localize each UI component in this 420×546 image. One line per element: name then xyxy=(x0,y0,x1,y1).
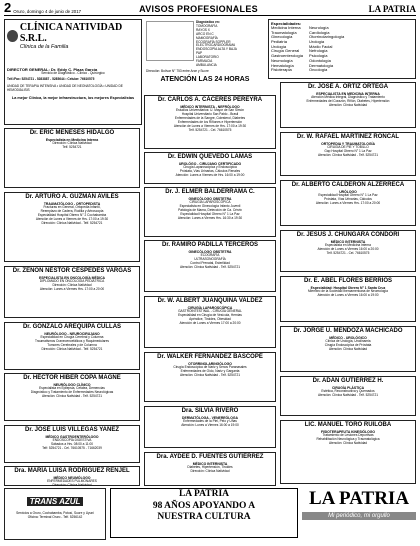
doctor-info-line: Cirugía Endoscópica de Nariz y Senos Paranasales xyxy=(173,365,247,370)
doctor-info-line: Especialidad Hospital Obrero N° 1 La Paz xyxy=(318,193,378,198)
doctor-name: Dr. HÉCTOR HIBER COPA MAGNE xyxy=(23,375,121,381)
doctor-info-line: Sábados a Hrs. 08:00 a 11:00 xyxy=(50,442,94,447)
doctor-ad xyxy=(144,95,276,149)
doctor-ad xyxy=(4,192,140,262)
doctor-info-line: Especialista en Epilepsia, Cefalea, Demencias xyxy=(39,386,105,391)
doctor-info-line: Enfermedades de los Riñones e Hipertensión xyxy=(177,119,243,124)
doctor-info-line: Atención: Clínica Natividad - Telf. 5254721 xyxy=(41,394,102,399)
patria-ad-l2: 98 AÑOS APOYANDO A xyxy=(152,500,256,511)
diag-item: ARCO EN C xyxy=(196,31,214,36)
doctor-info-line: Estudios Universitarios: U. Mayor de San Simón xyxy=(175,108,245,113)
diag-item: TOMOGRAFÍA xyxy=(196,23,218,28)
doctor-specialty: TRAUMATÓLOGO - ORTOPEDISTA xyxy=(43,202,101,206)
doctor-ad xyxy=(144,352,276,402)
especialidad-item: Cardiología xyxy=(309,29,330,35)
especialidades-title: Especialidades: xyxy=(271,21,302,26)
doctor-specialty: FISIOTERAPEUTA KINESIÓLOGO xyxy=(320,430,376,434)
especialidad-item: Neurología xyxy=(309,24,329,30)
doctor-info-line: Enfermedades de Oído, Nariz y Garganta xyxy=(180,369,240,374)
doctor-info-line: Telf. 5254721 - Cel. 76610575 xyxy=(326,251,370,256)
doctor-name: Dr. W. RAFAEL MARTÍNEZ RONCAL xyxy=(296,134,400,140)
doctor-specialty: ESPECIALISTA EN MEDICINA INTERNA xyxy=(316,92,380,96)
doctor-info-line: Atención: Clínica Natividad - Telf. 5254721 xyxy=(317,153,378,158)
doctor-info-line: Diabetes, Hipertensión, Tiroides xyxy=(187,465,233,470)
doctor-ad xyxy=(4,128,140,188)
diag-item: FARMACIA xyxy=(196,59,213,64)
page-date: Oruro, domingo 4 de junio de 2017 xyxy=(13,9,82,14)
doctor-info-line: Atención: Clínica Natividad - Telf. 5254721 xyxy=(179,264,240,269)
doctor-specialty: MÉDICO - UROLÓGICO xyxy=(329,336,367,340)
doctor-ad xyxy=(280,230,416,272)
doctor-specialty: GINECÓLOGO OBSTETRA xyxy=(188,197,232,201)
doctor-info-line: Diagnóstico y Tratamiento de Enfermedades Neurológicas xyxy=(30,390,114,395)
diag-item: PAP xyxy=(196,51,203,56)
centro-diagnostico xyxy=(144,19,266,91)
clinica-natividad-ad xyxy=(4,19,142,125)
diag-item: LABORATORIO xyxy=(196,55,219,60)
doctor-specialty: MÉDICO INTERNISTA xyxy=(330,240,366,244)
doctor-info-line: Dirección: Clínica Natividad - Telf. 5254721 xyxy=(41,346,103,351)
doctor-name: Dra. AYDEE D. FUENTES GUTIÉRREZ xyxy=(156,454,264,460)
la-patria-98-ad xyxy=(110,488,298,538)
doctor-info-line: CIRUGÍA DE PIE Y TOBILLO xyxy=(327,145,369,150)
doctor-info-line: Atención: Clínica Natividad xyxy=(328,441,368,446)
doctor-name: Dr. JOSÉ LUIS VILLEGAS YAÑEZ xyxy=(24,427,120,433)
clinic-units: UNIDAD DE TERAPIA INTENSIVA • UNIDAD DE NEONATOLOGÍA • UNIDAD DE HEMODIÁLISIS xyxy=(7,83,123,92)
doctor-ad xyxy=(144,240,276,292)
patria-ad-l1: LA PATRIA xyxy=(178,489,230,499)
section-title: AVISOS PROFESIONALES xyxy=(139,4,258,14)
diag-title: Diagnóstico en: xyxy=(196,20,220,24)
especialidades-left xyxy=(271,26,303,73)
doctor-info-line: Especialidad Hospital Obrero N° 2 Cochabamba xyxy=(37,213,107,218)
especialidad-item: Urología xyxy=(271,43,287,49)
doctor-name: Dr. ARTURO A. GUZMÁN AVILÉS xyxy=(25,194,119,200)
attention-24h: ATENCIÓN LAS 24 HORAS xyxy=(160,75,250,83)
doctor-info-line: Estética, Reconstructiva y Quemados xyxy=(321,389,375,394)
doctor-name: Dr. ALBERTO CALDERÓN ALZÉRRECA xyxy=(291,182,405,188)
doctor-ad xyxy=(144,452,276,486)
especialidad-item: Hematología xyxy=(271,62,294,68)
doctor-info-line: Atención: Clínica Natividad - Telf. 5254721 xyxy=(317,393,378,398)
diag-item: ENDOSCOPÍA ALTA Y BAJA xyxy=(196,47,237,52)
doctor-info-line: Atención: Clínica Natividad xyxy=(328,347,368,352)
doctor-specialty: GINECÓLOGO OBSTETRA xyxy=(188,250,232,254)
doctor-ad xyxy=(144,152,276,184)
doctor-info-line: Atención: Lunes a Viernes Hrs. 17:00 a 20:00 xyxy=(39,287,105,292)
doctor-info-line: Atención: Clínica Natividad xyxy=(328,103,368,108)
doctor-info-line: Rehabilitación Neurológica y Traumatológica xyxy=(316,437,380,442)
doctor-info-line: Especialidad en Cirugía de Vesícula, Hernias xyxy=(178,313,242,318)
building-photo xyxy=(146,21,194,61)
doctor-info-line: Apéndice, Tiroides, Obesidad xyxy=(189,317,231,322)
doctor-info-line: Enfermedades del Corazón, Riñón, Diabetes, Hipertensión xyxy=(306,99,390,104)
doctor-info-line: Dirección: Clínica Natividad xyxy=(52,283,92,288)
especialidad-item: Oncología xyxy=(309,67,328,73)
especialidad-item: Urología xyxy=(309,39,325,45)
logo-slogan: Mi periódico, mi orgullo xyxy=(302,512,416,520)
especialidad-item: Neumología xyxy=(271,57,293,63)
doctor-info-line: Atención de Lunes a Viernes 16:00 a 20:00 xyxy=(317,247,379,252)
especialidad-item: Odontología xyxy=(309,57,331,63)
doctor-specialty: MÉDICO GASTROENTERÓLOGO xyxy=(45,435,99,439)
doctor-name: Dr. WALKER FERNÁNDEZ BASCOPÉ xyxy=(157,354,263,360)
doctor-info-line: ENDOSCOPÍA DIGESTIVA xyxy=(52,438,92,443)
logo-name: LA PATRIA xyxy=(308,488,410,509)
doctor-name: Dr. GONZALO AREQUIPA CULLAS xyxy=(22,324,122,330)
trans-line-1: Servicios a Oruro, Cochabamba, Potosí, Sucre y Uyuni xyxy=(16,511,94,515)
doctor-name: Dr. ADÁN GUTIÉRREZ H. xyxy=(312,378,384,384)
doctor-ad xyxy=(280,276,416,322)
trans-azul-ad xyxy=(4,488,106,540)
doctor-specialty: MÉDICO INTERNISTA xyxy=(192,462,228,466)
doctor-specialty: NEURÓLOGO - NEUROCIRUJANO xyxy=(44,332,100,336)
doctor-info-line: Traumatismos Craneoencefálicos y Raquimedulares xyxy=(35,339,109,344)
doctor-ad xyxy=(280,420,416,484)
doctor-info-line: Patología de Mama, Detección de Ca. Cérvix xyxy=(178,208,242,213)
doctor-info-line: Atención de Lunes a Viernes de Hrs. 17:00 a 19:30 xyxy=(173,123,247,128)
doctor-info-line: Reemplazo de Cadera, Rodilla y Artroscopia xyxy=(40,209,104,214)
doctor-info-line: Atención: Lunes a Viernes 16:00 a 19:00 xyxy=(181,423,239,428)
doctor-info-line: Fracturas en General, Ortopedia Infantil, xyxy=(43,205,101,210)
doctor-info-line: ULTRASONOGRAFÍA xyxy=(194,257,226,262)
doctor-info-line: Atención de Lunes a Viernes de Hrs. 17:00 a 19:30 xyxy=(35,216,109,221)
doctor-ad xyxy=(280,132,416,176)
doctor-specialty: OTORRINOLARINGÓLOGO xyxy=(188,362,232,366)
clinic-phones: Telf./Fax: 5254721 - 5283887 - 5285644 • Celular: 76610575 xyxy=(7,76,95,81)
doctor-ad xyxy=(4,266,140,318)
doctor-name: Dr. JESÚS J. CHUNGARA CONDORI xyxy=(296,232,400,238)
especialidad-item: Fisioterapia xyxy=(271,67,292,73)
doctor-ad xyxy=(280,326,416,372)
diag-list xyxy=(196,25,237,68)
doctor-info-line: Atención de Lunes a Viernes 17:00 a 20:00 xyxy=(179,320,241,325)
doctor-info-line: Atención: Lunes a Viernes Hrs. 16:30 a 19:30 xyxy=(177,215,243,220)
doctor-name: Dr. JORGE U. MENDOZA MACHICADO xyxy=(293,328,403,334)
diag-item: ELECTROCARDIOGRAMA xyxy=(196,43,236,48)
diag-item: AMBULANCIA xyxy=(196,62,217,67)
diag-item: ECOGRAFÍA SOPPLER xyxy=(196,39,231,44)
doctor-specialty: URÓLOGO xyxy=(339,190,357,194)
doctor-ad xyxy=(4,466,140,486)
especialidad-item: Cirugía General xyxy=(271,48,300,54)
page-header xyxy=(4,2,416,16)
doctor-ad xyxy=(280,180,416,226)
header-brand: LA PATRIA xyxy=(368,4,416,14)
doctor-info-line: Próstata, Vías Urinarias, Cálculos xyxy=(324,197,372,202)
doctor-name: Dr. CARLOS A. CÁCERES PEREYRA xyxy=(157,97,263,103)
doctor-info-line: Especialidad en Cirugía Cerebral y Columna xyxy=(40,335,104,340)
doctor-specialty: UROLÓGO - CIRUJANO CERTIFICADO xyxy=(178,162,242,166)
doctor-specialty: CIRUGÍA LAPAROSCÓPICA xyxy=(187,306,233,310)
doctor-info-line: GASTROINTESTINAL - CIRUGÍA GENERAL xyxy=(178,309,242,314)
doctor-name: Dra. SILVIA RIVERO xyxy=(181,408,239,414)
doctor-name: LIC. MANUEL TORO RUILOBA xyxy=(304,422,392,428)
doctor-info-line: Telf: 5254721 - Cel. 76610575 - 71662039 xyxy=(42,446,102,451)
clinic-subtitle: Clínica de la Familia xyxy=(19,44,69,50)
doctor-info-line: Tumores Cerebrales y de Columna xyxy=(47,343,97,348)
doctor-specialty: DERMATÓLOGA - VENEREÓLOGA xyxy=(182,416,238,420)
doctor-info-line: Atención: Clínica Natividad - Telf. 5254721 xyxy=(179,373,240,378)
doctor-ad xyxy=(280,376,416,416)
especialidad-item: Otorrinolaringología xyxy=(309,34,345,40)
especialidad-item: Dermatología xyxy=(309,62,334,68)
doctor-ad xyxy=(144,406,276,448)
doctor-specialty: CIRUGÍA PLÁSTICA xyxy=(331,386,365,390)
doctor-specialty: Especialidad: Hospital Obrero N° 1 Santa Cruz xyxy=(310,286,386,290)
doctor-info-line: Dirección: Clínica Natividad - Telf. 5254721 xyxy=(41,220,103,225)
clinic-services: Servicio de Diagnóstico - Clínico - Quirúrgico xyxy=(41,70,105,75)
clinic-director: DIRECTOR GENERAL: Dr. Eddy C. Plaza García xyxy=(7,67,98,72)
doctor-name: Dr. JOSÉ A. ORTIZ ORTEGA xyxy=(307,84,389,90)
doctor-info-line: Enfermedades de la Piel, Pelo y Uñas xyxy=(183,419,237,424)
doctor-info-line: ECOGRAFÍA xyxy=(200,253,220,258)
doctor-ad xyxy=(144,187,276,237)
page-number: 2 xyxy=(4,0,12,15)
doctor-specialty: NEURÓLOGO CLÍNICO xyxy=(53,383,91,387)
especialidad-item: Nefrología xyxy=(309,48,328,54)
diag-item: MAMOGRAFÍA xyxy=(196,35,218,40)
doctor-name: Dr. ZENÓN NÉSTOR CÉSPEDES VARGAS xyxy=(12,268,132,274)
clinic-slogan: La mejor Clínica, la mejor infraestructura, los mejores Especialistas xyxy=(11,95,135,100)
doctor-info-line: Tratamiento de Lesiones Deportivas xyxy=(322,433,374,438)
doctor-name: Dr. E. ABEL FLORES BERRIOS xyxy=(303,278,392,284)
doctor-name: Dr. ERIC MENESES HIDALGO xyxy=(29,130,115,136)
diag-item: RAYOS X xyxy=(196,27,210,32)
doctor-info-line: CIRUGÍA LAPAROSCÓPICA xyxy=(189,200,231,205)
doctor-info-line: Cirugía Laparoscópica y Endoscópica xyxy=(183,165,237,170)
doctor-info-line: Especialista en Ginecología Infanto Juvenil xyxy=(179,204,241,209)
especialidad-item: Medicina Interna xyxy=(271,24,301,30)
doctor-info-line: Miembro de la Sociedad Iberoamericana de Neumología xyxy=(308,289,388,294)
doctor-name: Dr. W. ALBERT JUANQUINA VALDEZ xyxy=(157,298,263,304)
doctor-info-line: Atención Médica Integral, Diagnóstico y Tratamiento xyxy=(311,95,385,100)
doctor-specialty: ORTOPEDIA Y TRAUMATOLOGÍA xyxy=(321,142,375,146)
doctor-name: Dr. J. ELMER BALDERRAMA C. xyxy=(165,189,255,195)
clinic-title: CLÍNICA NATIVIDAD S.R.L. xyxy=(19,22,123,44)
doctor-info-line: Especialidad Hospital Obrero N° 1 La Paz xyxy=(180,211,240,216)
centro-contact: Dirección: Bolívar N° 753 entre Arce y Sucre xyxy=(146,68,209,73)
doctor-specialty: ESPECIALISTA EN ONCOLOGÍA MÉDICA xyxy=(39,276,105,280)
patria-ad-l3: NUESTRA CULTURA xyxy=(157,512,251,522)
doctor-ad xyxy=(4,425,140,463)
doctor-info-line: Atención de Lunes a Viernes 16:00 a 19:00 xyxy=(317,293,379,298)
doctor-info-line: Gap Hospital Obrero N° 1 La Paz xyxy=(324,149,372,154)
doctor-ad xyxy=(280,82,416,128)
doctor-ad xyxy=(4,322,140,370)
doctor-info-line: ENFERMEDADES PULMONARES xyxy=(47,479,97,484)
doctor-info-line: Telf. 5254721 - Cel. 76610575 xyxy=(188,127,232,132)
doctor-info-line: Clínica de Urología, Urodinamia xyxy=(325,339,371,344)
la-patria-logo xyxy=(302,488,416,538)
doctor-ad xyxy=(144,296,276,348)
doctor-name: Dra. MARÍA LUISA RODRÍGUEZ RENJEL xyxy=(14,468,130,474)
trans-line-2: Oficina: Terminal Oruro - Telf. 5256142 xyxy=(27,514,83,519)
especialidad-item: Psicología xyxy=(309,53,328,59)
doctor-info-line: Atención: Lunes a Viernes de Hrs. 16:00 a 19:00 xyxy=(175,173,245,178)
doctor-info-line: DIPLOMADO EN ONCOLOGÍA PEDIÁTRICA xyxy=(39,279,105,284)
doctor-info-line: Hospital Universitario San Pablo - Brasil xyxy=(181,112,239,117)
doctor-specialty: MÉDICO INTERNISTA - NEFRÓLOGO xyxy=(180,105,240,109)
doctor-info-line: Telf. 5254721 xyxy=(62,145,82,150)
doctor-name: Dr. EDWIN QUEVEDO LAMAS xyxy=(167,154,253,160)
doctor-info-line: Especialista en Medicina Interna xyxy=(325,243,371,248)
especialidad-item: Traumatología xyxy=(271,29,297,35)
doctor-info-line: Atención: Lunes a Viernes Hrs. 17:00 a 20:00 xyxy=(315,201,381,206)
doctor-specialty: Especialista en Medicina Interna xyxy=(45,138,99,142)
doctor-info-line: Cirugía Endoscópica de Próstata xyxy=(324,343,372,348)
doctor-info-line: Dirección: Clínica Natividad xyxy=(190,469,230,474)
doctor-info-line: Dirección: Clínica Natividad xyxy=(52,483,92,486)
especialidades-right xyxy=(309,26,344,73)
especialidades-box xyxy=(268,19,416,79)
doctor-info-line: Dirección: Clínica Natividad xyxy=(52,141,92,146)
doctor-ad xyxy=(4,373,140,421)
trans-name: TRANS AZUL xyxy=(27,497,84,506)
especialidad-item: Pediatría xyxy=(271,39,288,45)
especialidad-item: Máxilo Facial xyxy=(309,43,333,49)
doctor-info-line: Próstata, Vías Urinarias, Cálculos Renales xyxy=(179,169,241,174)
doctor-name: Dr. RAMIRO PADILLA TERCEROS xyxy=(161,242,258,248)
doctor-info-line: Enfermedades de la Sangre, Colesterol, Diabetes xyxy=(174,116,246,121)
clinic-logo-icon xyxy=(7,30,18,42)
especialidad-item: Ginecología xyxy=(271,34,293,40)
doctor-info-line: Control Prenatal, Esterilidad xyxy=(190,261,230,266)
especialidad-item: Gastroenterología xyxy=(271,53,304,59)
doctor-specialty: MÉDICO NEUMÓLOGO xyxy=(53,476,91,480)
